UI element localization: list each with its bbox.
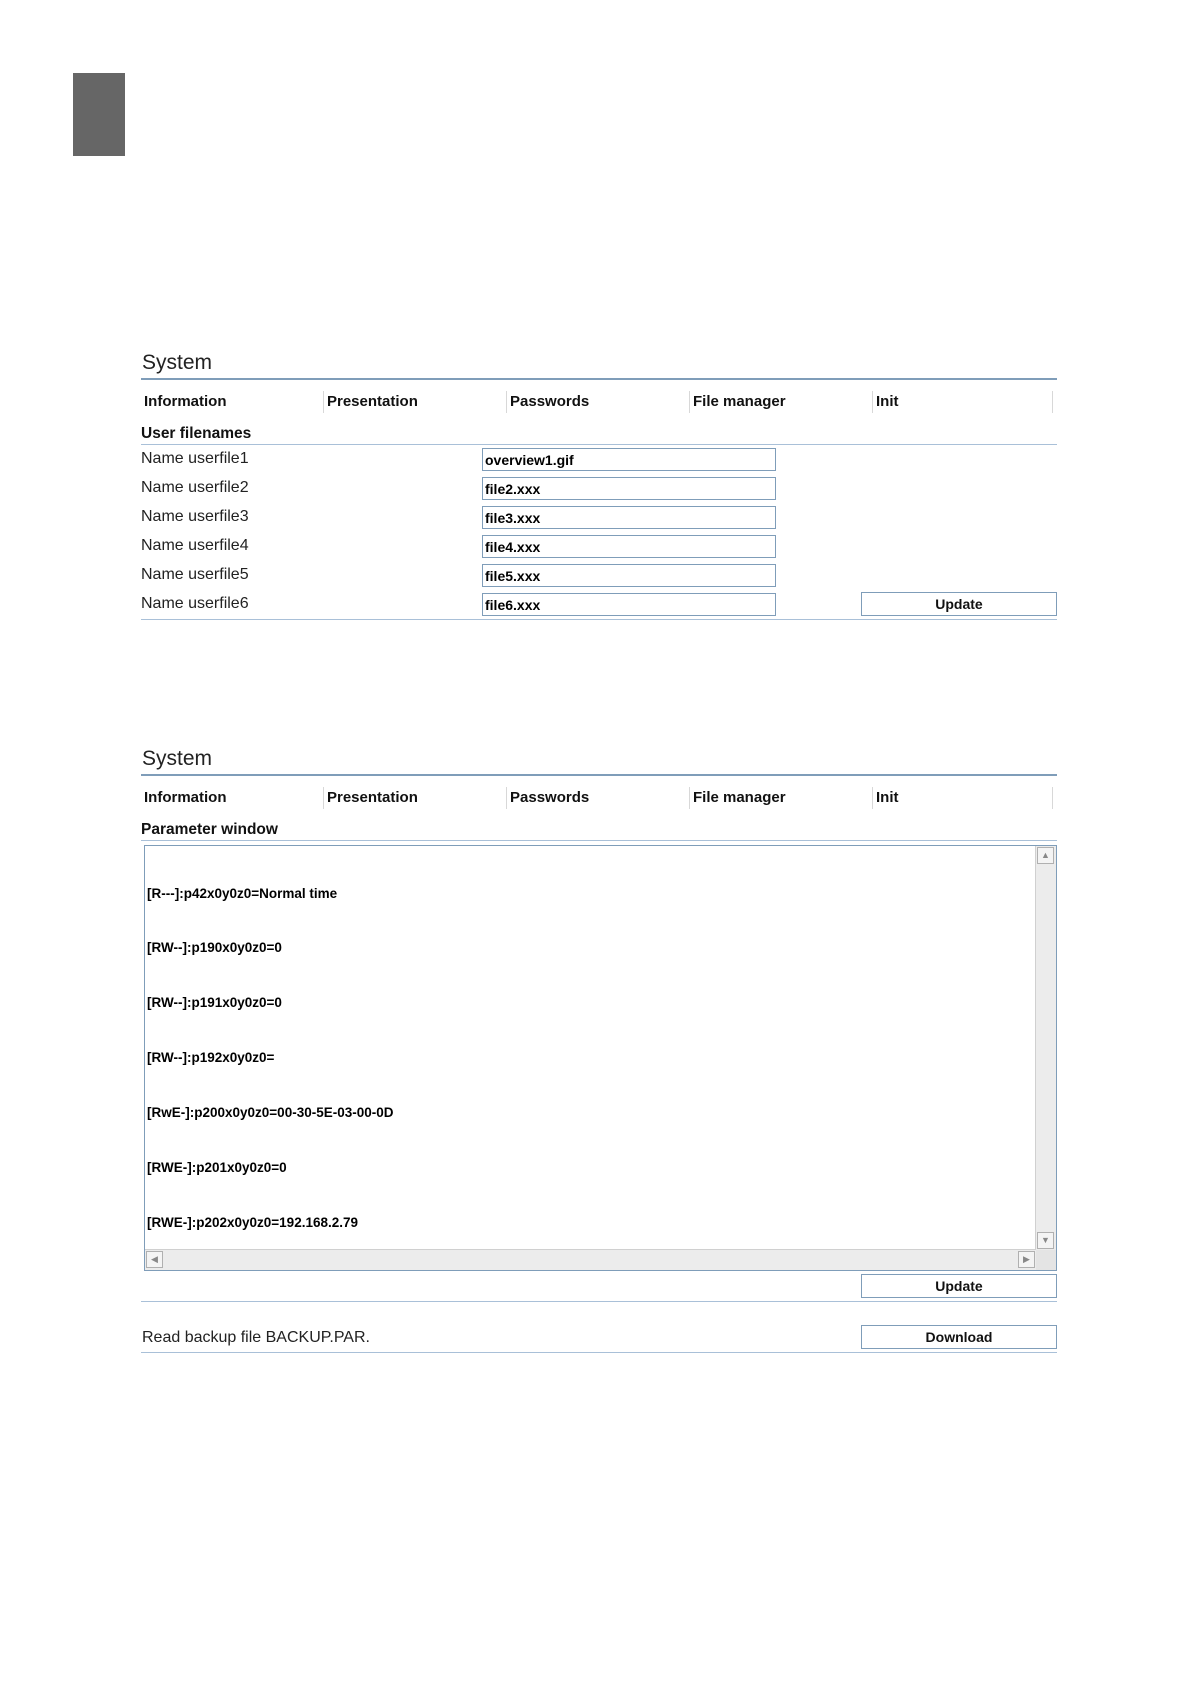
userfile-input-3[interactable] <box>482 506 776 529</box>
parameter-lines <box>147 848 1034 1248</box>
update-button[interactable]: Update <box>861 592 1057 616</box>
userfile-label-2: Name userfile2 <box>141 479 249 496</box>
userfile-row-3 <box>141 503 1057 532</box>
tab-information[interactable]: Information <box>141 787 324 809</box>
userfile-label-6: Name userfile6 <box>141 595 249 612</box>
userfile-input-5[interactable] <box>482 564 776 587</box>
page-title: System <box>142 747 213 770</box>
section-divider <box>141 840 1057 841</box>
tab-file-manager[interactable]: File manager <box>690 391 873 413</box>
system-panel-parameter-window <box>141 746 1057 1353</box>
userfile-row-6 <box>141 590 1057 619</box>
parameter-line: [RW--]:p191x0y0z0=0 <box>147 995 282 1011</box>
update-row-divider <box>141 1301 1057 1302</box>
tab-passwords[interactable]: Passwords <box>507 787 690 809</box>
tab-init[interactable]: Init <box>873 787 1053 809</box>
vertical-scrollbar[interactable] <box>1035 846 1056 1250</box>
parameter-line: [R---]:p42x0y0z0=Normal time <box>147 885 338 901</box>
system-panel-user-filenames <box>141 350 1057 620</box>
scroll-up-icon[interactable]: ▲ <box>1037 847 1054 864</box>
userfile-row-5 <box>141 561 1057 590</box>
userfile-input-1[interactable] <box>482 448 776 471</box>
horizontal-scrollbar[interactable] <box>145 1249 1036 1270</box>
scrollbar-corner <box>1036 1250 1056 1270</box>
userfile-row-2 <box>141 474 1057 503</box>
parameter-line: [RW--]:p192x0y0z0= <box>147 1050 275 1066</box>
backup-row <box>141 1322 1057 1352</box>
userfile-input-2[interactable] <box>482 477 776 500</box>
section-heading: User filenames <box>141 425 252 442</box>
page-tab-marker <box>73 73 125 156</box>
scroll-down-icon[interactable]: ▼ <box>1037 1232 1054 1249</box>
parameter-line: [RwE-]:p200x0y0z0=00-30-5E-03-00-0D <box>147 1105 394 1121</box>
section-heading: Parameter window <box>141 821 278 838</box>
parameter-line: [RWE-]:p202x0y0z0=192.168.2.79 <box>147 1214 359 1230</box>
backup-label: Read backup file BACKUP.PAR. <box>142 1329 370 1346</box>
scroll-left-icon[interactable]: ◀ <box>146 1251 163 1268</box>
parameter-line: [RWE-]:p201x0y0z0=0 <box>147 1160 287 1176</box>
userfile-label-3: Name userfile3 <box>141 508 249 525</box>
userfile-row-1 <box>141 445 1057 474</box>
userfile-label-5: Name userfile5 <box>141 566 249 583</box>
scroll-right-icon[interactable]: ▶ <box>1018 1251 1035 1268</box>
panel-bottom-divider <box>141 1352 1057 1353</box>
parameter-textarea[interactable] <box>144 845 1057 1271</box>
tab-init[interactable]: Init <box>873 391 1053 413</box>
update-row <box>141 1271 1057 1301</box>
userfile-row-4 <box>141 532 1057 561</box>
download-button[interactable]: Download <box>861 1325 1057 1349</box>
tab-presentation[interactable]: Presentation <box>324 391 507 413</box>
page-title: System <box>142 351 213 374</box>
tab-bar <box>141 380 1057 424</box>
parameter-line: [RW--]:p190x0y0z0=0 <box>147 940 282 956</box>
tab-file-manager[interactable]: File manager <box>690 787 873 809</box>
panel-bottom-divider <box>141 619 1057 620</box>
tab-information[interactable]: Information <box>141 391 324 413</box>
userfile-input-6[interactable] <box>482 593 776 616</box>
tab-presentation[interactable]: Presentation <box>324 787 507 809</box>
userfile-input-4[interactable] <box>482 535 776 558</box>
update-button[interactable]: Update <box>861 1274 1057 1298</box>
userfile-label-4: Name userfile4 <box>141 537 249 554</box>
tab-bar <box>141 776 1057 820</box>
userfile-label-1: Name userfile1 <box>141 450 249 467</box>
tab-passwords[interactable]: Passwords <box>507 391 690 413</box>
